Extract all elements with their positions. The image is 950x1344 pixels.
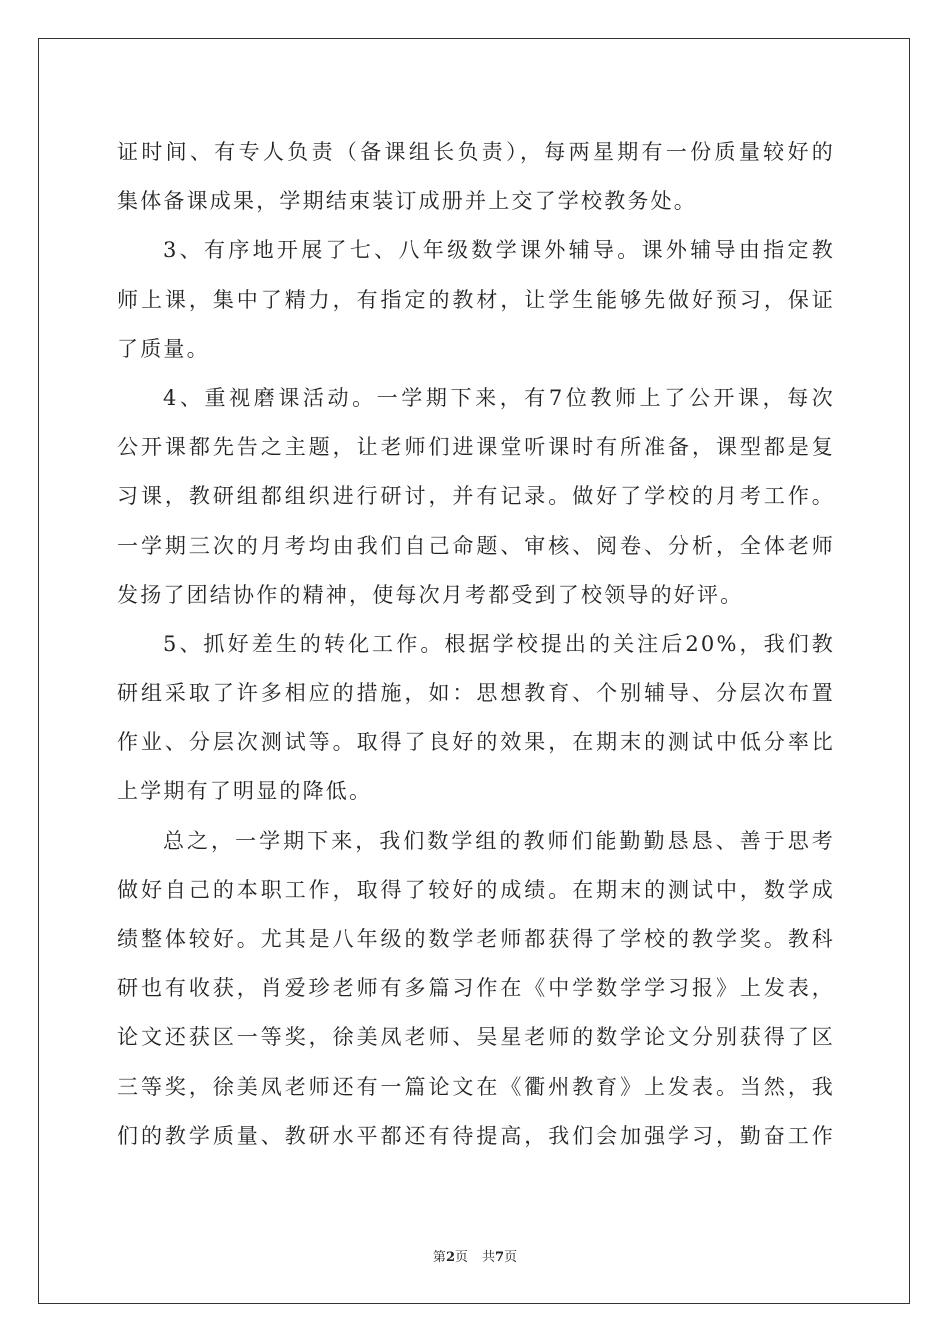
- paragraph-start-line: 总之，一学期下来，我们数学组的教师们能勤勤恳恳、善于思考: [163, 828, 835, 853]
- total-label-suffix: 页: [504, 1250, 518, 1265]
- text-line: 做好自己的本职工作，取得了较好的成绩。在期末的测试中，数学成: [117, 877, 835, 902]
- page-label-suffix: 页: [454, 1250, 468, 1265]
- text-line: 论文还获区一等奖，徐美凤老师、吴星老师的数学论文分别获得了区: [117, 1025, 835, 1050]
- text-line: 绩整体较好。尤其是八年级的数学老师都获得了学校的教学奖。教科: [117, 927, 835, 951]
- page-total-number: 7: [495, 1250, 505, 1265]
- text-line: 证时间、有专人负责（备课组长负责），每两星期有一份质量较好的: [117, 140, 835, 164]
- page-footer: [0, 1246, 950, 1265]
- text-line: 研组采取了许多相应的措施，如：思想教育、个别辅导、分层次布置: [117, 681, 835, 706]
- page-current-number: 2: [445, 1250, 455, 1265]
- text-line: 作业、分层次测试等。取得了良好的效果，在期末的测试中低分率比: [117, 730, 835, 755]
- text-line: 了质量。: [117, 336, 210, 361]
- text-line: 公开课都先告之主题，让老师们进课堂听课时有所准备，课型都是复: [117, 435, 835, 460]
- paragraph-start-line: 5、抓好差生的转化工作。根据学校提出的关注后20%，我们教: [163, 631, 835, 656]
- paragraph-start-line: 4、重视磨课活动。一学期下来，有7位教师上了公开课，每次: [163, 385, 835, 410]
- text-line: 们的教学质量、教研水平都还有待提高，我们会加强学习，勤奋工作: [117, 1123, 835, 1148]
- text-line: 三等奖，徐美凤老师还有一篇论文在《衢州教育》上发表。当然，我: [117, 1074, 835, 1099]
- text-line: 一学期三次的月考均由我们自己命题、审核、阅卷、分析，全体老师: [117, 533, 835, 558]
- page-label-prefix: 第: [432, 1250, 446, 1265]
- paragraph-start-line: 3、有序地开展了七、八年级数学课外辅导。课外辅导由指定教: [163, 238, 835, 263]
- text-line: 发扬了团结协作的精神，使每次月考都受到了校领导的好评。: [117, 582, 744, 607]
- text-line: 集体备课成果，学期结束装订成册并上交了学校教务处。: [117, 189, 697, 214]
- total-label-prefix: 共: [482, 1250, 496, 1265]
- text-line: 习课，教研组都组织进行研讨，并有记录。做好了学校的月考工作。: [117, 484, 835, 509]
- text-line: 上学期有了明显的降低。: [117, 779, 373, 804]
- text-line: 师上课，集中了精力，有指定的教材，让学生能够先做好预习，保证: [117, 287, 835, 312]
- text-line: 研也有收获，肖爱珍老师有多篇习作在《中学数学学习报》上发表，: [117, 976, 835, 1001]
- document-body: [117, 128, 835, 1161]
